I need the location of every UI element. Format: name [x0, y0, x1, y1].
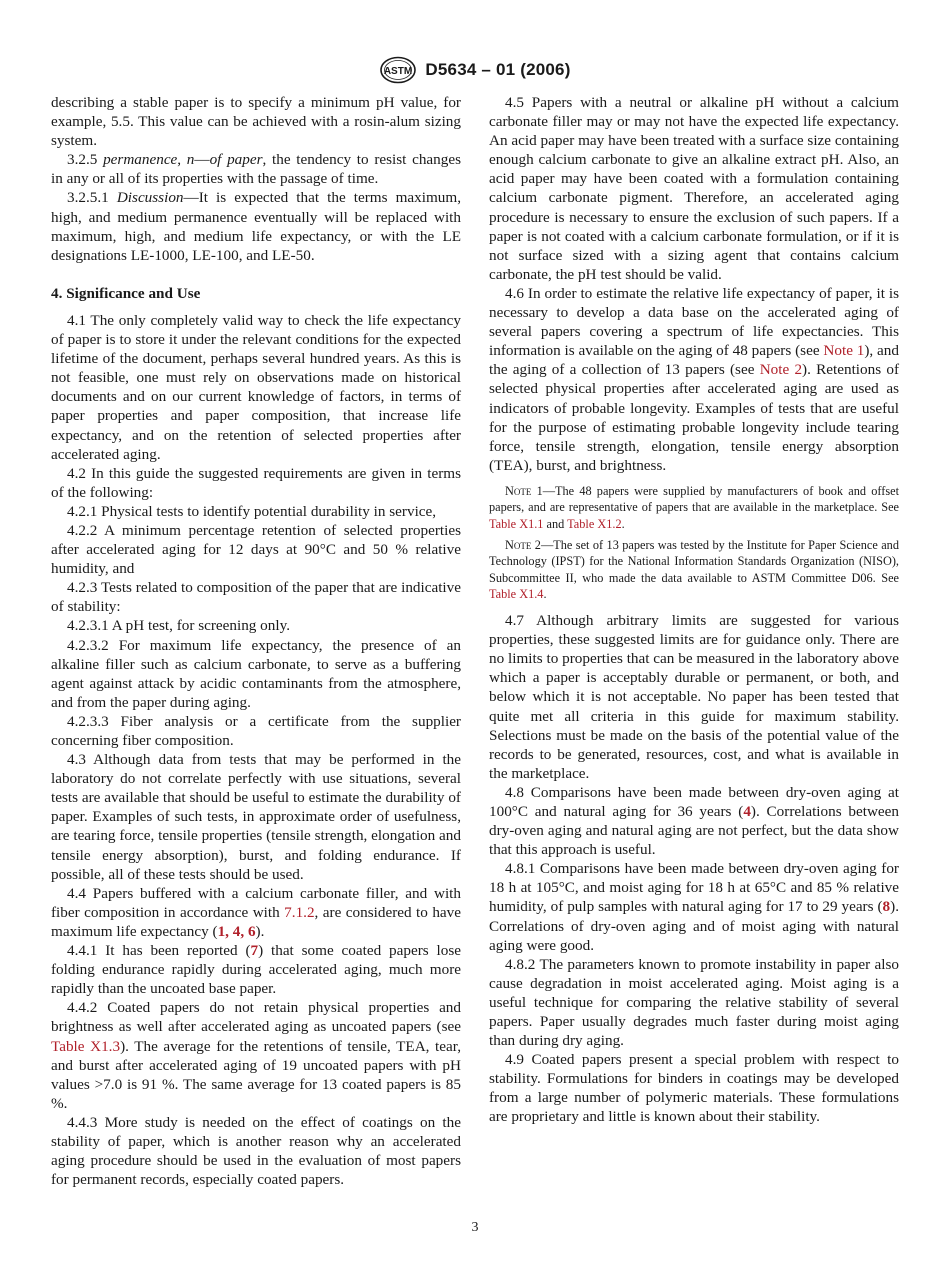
note-link-1[interactable]: Note 1 [823, 342, 865, 360]
paragraph-4-2: 4.2 In this guide the suggested requirements are given in terms of the following: [51, 464, 461, 501]
reference-link[interactable]: 8 [882, 898, 891, 916]
paragraph-4-4-3: 4.4.3 More study is needed on the effect of coatings on the stability of paper, which is another reason why an accelerated aging procedure should be used in the evaluation of most papers for permanent records, especially coated papers. [51, 1113, 461, 1189]
paragraph-3-2-5-1: 3.2.5.1 Discussion—It is expected that the terms maximum, high, and medium permanence eventually will be replaced with maximum, high, and medium life expectancy, or with the LE designations LE-1000, LE-100, and LE-50. [51, 189, 461, 264]
paragraph-3-2-5: 3.2.5 permanence, n—of paper, the tendency to resist changes in any or all of its properties with the passage of time. [51, 151, 461, 188]
paragraph-4-8-1: 4.8.1 Comparisons have been made between dry-oven aging for 18 h at 105°C, and moist aging for 18 h at 65°C and 85 % relative humidity, of pulp samples with natural aging for 17 to 29 years (8). Correlations of dry-oven aging and of moist aging with natural aging were good. [489, 860, 899, 954]
astm-logo-icon [379, 56, 417, 84]
paragraph-4-2-3-1: 4.2.3.1 A pH test, for screening only. [67, 617, 290, 635]
spacer [489, 603, 899, 611]
paragraph-4-2-3-3: 4.2.3.3 Fiber analysis or a certificate from the supplier concerning fiber composition. [51, 712, 461, 749]
section-heading-4: 4. Significance and Use [51, 284, 201, 302]
document-designation: D5634 – 01 (2006) [425, 60, 571, 79]
paragraph-4-2-1: 4.2.1 Physical tests to identify potential durability in service, [67, 502, 437, 520]
paragraph-4-8: 4.8 Comparisons have been made between dry-oven aging at 100°C and natural aging for 36 years (4). Correlations between dry-oven aging and natural aging are not perfect, but the data show that this approach is useful. [489, 783, 900, 859]
paragraph-4-1: 4.1 The only completely valid way to check the life expectancy of paper is to store it under the relevant conditions for the expected lifetime of the document, perhaps several hundred years. As this is not feasible, one must rely on observations made on historical documents and on our current knowledge of factors, in terms of paper properties and paper composition, that increase life expectancy, and on the retention of selected properties after accelerated aging. [51, 311, 461, 463]
paragraph-4-9: 4.9 Coated papers present a special problem with respect to stability. Formulations for binders in coatings may be developed from a large number of polymeric materials. These formulations are proprietary and little is known about their stability. [489, 1051, 899, 1126]
table-link-x1-3[interactable]: Table X1.3 [51, 1037, 121, 1055]
table-link-x1-4[interactable]: Table X1.4 [489, 587, 544, 602]
table-link-x1-1[interactable]: Table X1.1 [489, 517, 544, 532]
spacer [51, 265, 461, 284]
note-2: Note 2—The set of 13 papers was tested by the Institute for Paper Science and Technology (IPST) for the National Information Standards Organization (NISO), Subcommittee II, who made the data available to ASTM Committee D06. See Table X1.4. [489, 537, 899, 602]
left-column [51, 93, 461, 1189]
paragraph-4-2-2: 4.2.2 A minimum percentage retention of selected properties after accelerated aging for 12 days at 90°C and 50 % relative humidity, and [51, 521, 461, 578]
page-number: 3 [471, 1220, 479, 1235]
spacer [489, 475, 899, 483]
paragraph-4-4-1: 4.4.1 It has been reported (7) that some coated papers lose folding endurance rapidly during accelerated aging, much more rapidly than the uncoated base paper. [51, 942, 461, 998]
paragraph-4-5: 4.5 Papers with a neutral or alkaline pH without a calcium carbonate filler may or may not have the expected life expectancy. An acid paper may have been treated with a surface size containing enough calcium carbonate to give an alkaline extract pH. Also, an acid paper may have been coated with a formulation containing calcium carbonate pigment. Therefore, an accelerated aging procedure is necessary to ensure the exclusion of such papers. If a paper is not coated with a calcium carbonate formulation, or if it is not surface sized with a sizing agent that contains calcium carbonate, the pH test should be valid. [489, 94, 899, 283]
reference-link[interactable]: 4 [232, 922, 241, 940]
astm-logo-text: ASTM [384, 66, 413, 77]
paragraph-4-2-3: 4.2.3 Tests related to composition of the paper that are indicative of stability: [51, 579, 461, 616]
reference-link[interactable]: 4 [743, 802, 751, 820]
note-1: Note 1—The 48 papers were supplied by manufacturers of book and offset papers, and are representative of papers that are available in the marketplace. See Table X1.1 and Table X1.2. [489, 483, 899, 532]
paragraph-4-8-2: 4.8.2 The parameters known to promote instability in paper also cause degradation in moist accelerated aging. Moist aging is a useful technique for comparing the relative stability of several papers. Paper usually degrades much faster during moist aging than during dry aging. [489, 955, 899, 1050]
reference-link[interactable]: 1 [217, 922, 226, 940]
reference-link[interactable]: 7 [250, 942, 259, 960]
paragraph-4-7: 4.7 Although arbitrary limits are suggested for various properties, these suggested limits are for guidance only. There are no limits to properties that can be measured in the laboratory above which a paper is acceptably durable or permanent, or both, and below which it is not acceptable. No paper has been tested that quite met all criteria in this guide for maximum stability. Selections must be made on the basis of the potential value of the records to be generated, resources, cost, and what is available in the marketplace. [489, 612, 899, 782]
paragraph-continued: describing a stable paper is to specify a minimum pH value, for example, 5.5. This value can be achieved with a rosin-alum sizing system. [51, 94, 461, 150]
section-link-7-1-2[interactable]: 7.1.2 [284, 903, 315, 921]
paragraph-4-6: 4.6 In order to estimate the relative life expectancy of paper, it is necessary to develop a data base on the accelerated aging of several papers covering a spectrum of life expectancies. This information is available on the aging of 48 papers (see Note 1), and the aging of a collection of 13 papers (see Note 2). Retentions of selected physical properties after accelerated aging are used as indicators of probable longevity. Examples of tests that are useful for the purpose of estimating probable longevity include tearing force, tensile strength, elongation, tensile energy absorption (TEA), burst, and brightness. [489, 284, 899, 474]
paragraph-4-4: 4.4 Papers buffered with a calcium carbonate filler, and with fiber composition in accordance with 7.1.2, are considered to have maximum life expectancy (1, 4, 6). [51, 884, 461, 940]
right-column [489, 93, 899, 1127]
reference-link[interactable]: 6 [247, 922, 256, 940]
page-header [0, 56, 950, 84]
note-link-2[interactable]: Note 2 [759, 361, 803, 379]
table-link-x1-2[interactable]: Table X1.2 [567, 517, 622, 532]
paragraph-4-2-3-2: 4.2.3.2 For maximum life expectancy, the presence of an alkaline filler such as calcium carbonate, to serve as a buffering agent against attack by acidic contaminants from the atmosphere, and from the paper during aging. [51, 636, 461, 711]
paragraph-4-4-2: 4.4.2 Coated papers do not retain physical properties and brightness as well after accelerated aging as uncoated papers (see Table X1.3). The average for the retentions of tensile, TEA, tear, and burst after accelerated aging of 19 uncoated papers with pH values >7.0 is 91 %. The same average for 13 coated papers is 85 %. [51, 999, 462, 1112]
paragraph-4-3: 4.3 Although data from tests that may be performed in the laboratory do not correlate perfectly with use situations, several tests are available that should be useful to estimate the durability of paper. Examples of such tests, in approximate order of usefulness, are tearing force, tensile properties (tensile strength, elongation and tensile energy absorption), burst, and folding endurance. If possible, all of these tests should be used. [51, 751, 461, 883]
spacer [51, 303, 461, 311]
